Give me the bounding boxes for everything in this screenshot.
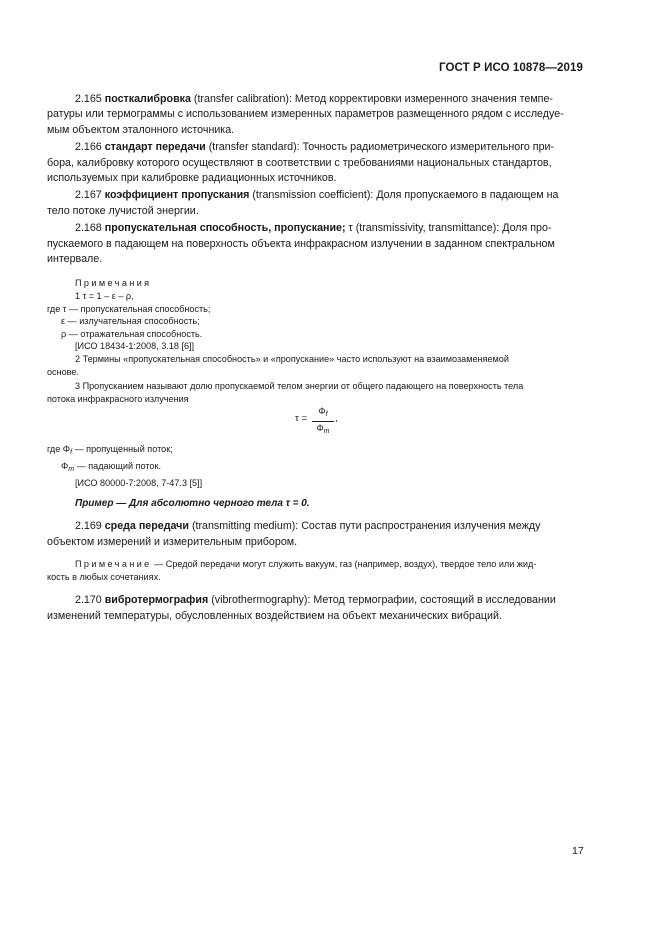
term-number: 2.165 [75, 93, 102, 105]
note-3-line: потока инфракрасного излучения [47, 393, 189, 404]
term-number: 2.166 [75, 141, 102, 154]
term-text: изменений температуры, обусловленных воздействием на объект механических вибраций. [47, 609, 502, 622]
where-line: где $\Phi_f$ — пропущенный поток; [47, 444, 173, 457]
page-number: 17 [572, 845, 584, 857]
formula-tail: , [335, 413, 338, 425]
term-text: (transmission coefficient): Доля пропускаемого в падающем на [249, 189, 559, 202]
note-2-169 [47, 558, 584, 583]
term-text: τ (transmissivity, transmittance): Доля про- [345, 222, 552, 235]
note-text: — Средой передачи могут служить вакуум, газ (например, воздух), твердое тело или жид- [151, 559, 537, 569]
note-text: кость в любых сочетаниях. [47, 571, 161, 582]
note-2-line: основе. [47, 366, 79, 377]
term-name: среда передачи [104, 520, 189, 533]
formula-2 [47, 405, 584, 435]
term-name: коэффициент пропускания [104, 189, 250, 202]
fraction [312, 405, 334, 438]
term-number: 2.168 [75, 222, 102, 235]
notes-2-168 [47, 277, 584, 489]
term-text: используемых при калибровке радиационных источников. [47, 172, 337, 185]
document-body [47, 92, 584, 624]
fraction-numerator: $\Phi_f$ [312, 405, 334, 422]
reference: [ИСО 80000-7:2008, 7-47.3 [5]] [75, 477, 203, 488]
fraction-denominator: $\Phi_m$ [316, 423, 330, 436]
where-line: ρ — отражательная способность. [61, 328, 203, 339]
where-line: $\Phi_m$ — падающий поток. [61, 461, 161, 473]
term-2-167 [47, 188, 584, 219]
term-2-165 [47, 92, 584, 138]
term-name: вибротермография [104, 594, 209, 607]
term-2-169 [47, 519, 584, 550]
term-2-168 [47, 221, 584, 267]
term-text: бора, калибровку которого осуществляют в соответствии с требованиями национальных стандартов, [47, 156, 552, 169]
note-3-line: 3 Пропусканием называют долю пропускаемой телом энергии от общего падающего на поверхность тела [75, 381, 524, 392]
term-number: 2.167 [75, 189, 102, 202]
standard-header: ГОСТ Р ИСО 10878—2019 [438, 62, 583, 74]
formula-1: 1 τ = 1 – ε – ρ, [75, 291, 134, 302]
term-name: стандарт передачи [104, 141, 206, 154]
term-text: мым объектом эталонного источника. [47, 123, 235, 136]
term-number: 2.169 [75, 520, 102, 533]
term-2-166 [47, 140, 584, 186]
reference: [ИСО 18434-1:2008, 3.18 [6]] [75, 341, 195, 352]
notes-heading: Примечания [75, 278, 152, 289]
term-name: посткалибровка [104, 93, 191, 105]
where-line: где τ — пропускательная способность; [47, 303, 211, 314]
term-text: (transfer standard): Точность радиометрического измерительного при- [205, 141, 555, 154]
note-2-line: 2 Термины «пропускательная способность» и «пропускание» часто используют на взаимозаменяемой [75, 354, 509, 365]
term-text: интервале. [47, 253, 103, 266]
where-line: ε — излучательная способность; [61, 316, 200, 327]
term-text: ратуры или термограммы с использованием измеренных параметров размещенного рядом с исследуе- [47, 108, 564, 121]
term-number: 2.170 [75, 594, 102, 607]
term-text: (vibrothermography): Метод термографии, состоящий в исследовании [208, 594, 556, 607]
term-2-170 [47, 593, 584, 624]
term-text: (transfer calibration): Метод корректировки измеренного значения темпе- [190, 93, 553, 105]
term-name: пропускательная способность, пропускание; [104, 222, 346, 235]
term-text: пускаемого в падающем на поверхность объекта инфракрасном излучении в заданном спектральном [47, 237, 555, 250]
term-text: (transmitting medium): Состав пути распространения излучения между [188, 520, 541, 533]
formula-lhs: τ = [295, 413, 308, 425]
note-heading: Примечание [75, 559, 152, 569]
example: Пример — Для абсолютно черного тела τ = 0. [75, 498, 310, 510]
term-text: тело потоке лучистой энергии. [47, 204, 199, 217]
term-text: объектом измерений и измерительным прибором. [47, 535, 298, 548]
